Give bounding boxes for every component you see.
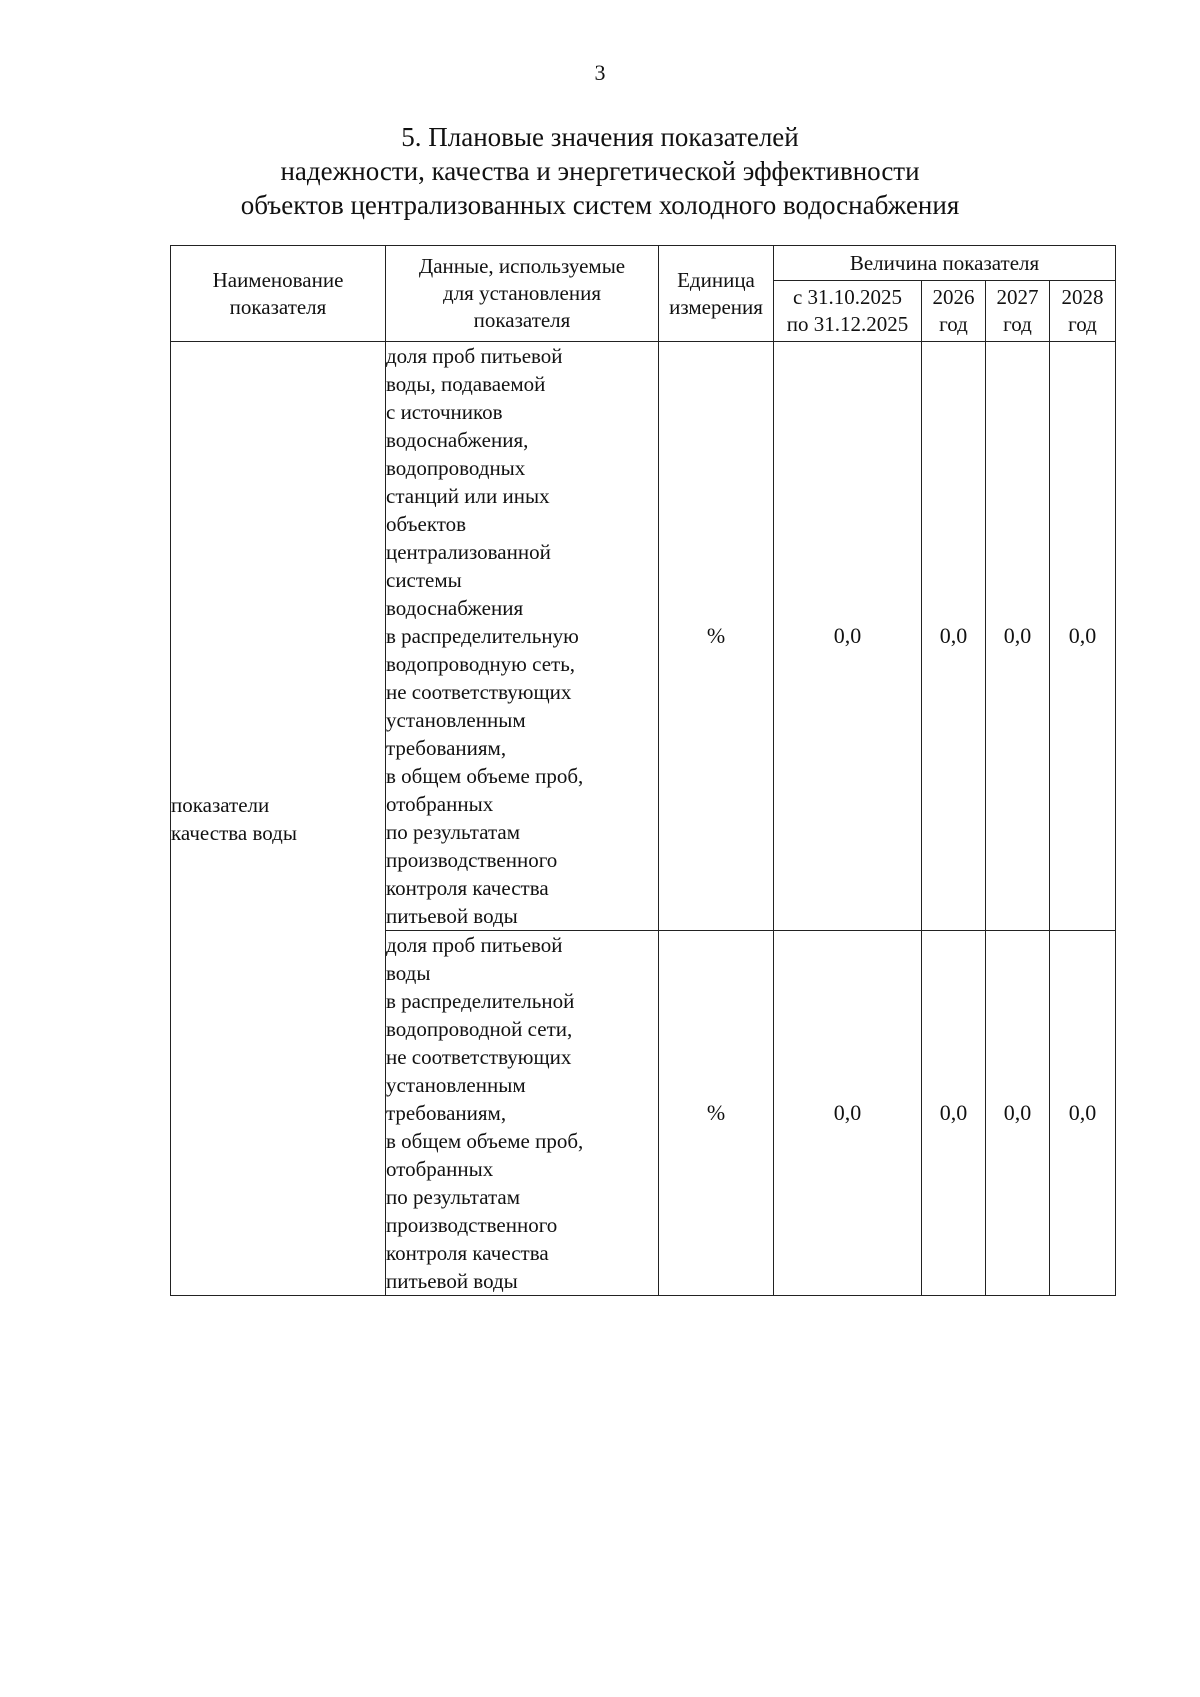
header-period-2028: 2028 год (1050, 281, 1116, 342)
header-period-2025: с 31.10.2025 по 31.12.2025 (774, 281, 922, 342)
header-unit: Единица измерения (659, 246, 774, 342)
value-cell-2026: 0,0 (922, 931, 986, 1296)
header-period-2026: 2026 год (922, 281, 986, 342)
title-line: объектов централизованных систем холодного водоснабжения (240, 190, 960, 220)
title-line: 5. Плановые значения показателей (401, 122, 799, 152)
unit-cell: % (659, 931, 774, 1296)
indicators-table (170, 245, 1116, 1296)
page-number: 3 (594, 60, 606, 85)
header-source-data: Данные, используемые для установления показателя (386, 246, 659, 342)
value-cell-2028: 0,0 (1050, 931, 1116, 1296)
indicator-group-name: показатели качества воды (171, 342, 386, 1296)
value-cell-2025: 0,0 (774, 342, 922, 931)
value-cell-2028: 0,0 (1050, 342, 1116, 931)
source-data-cell: доля проб питьевой воды, подаваемой с источников водоснабжения, водопроводных станций или иных объектов централизованной системы водоснабжения в распределительную водопроводную сеть, не соответствующих установленным требованиям, в общем объеме проб, отобранных по результатам производственного контроля качества питьевой воды (386, 342, 659, 931)
title-line: надежности, качества и энергетической эффективности (280, 156, 920, 186)
value-cell-2027: 0,0 (986, 342, 1050, 931)
value-cell-2026: 0,0 (922, 342, 986, 931)
header-indicator-name: Наименование показателя (171, 246, 386, 342)
source-data-cell: доля проб питьевой воды в распределительной водопроводной сети, не соответствующих установленным требованиям, в общем объеме проб, отобранных по результатам производственного контроля качества питьевой воды (386, 931, 659, 1296)
section-title (0, 120, 1200, 222)
unit-cell: % (659, 342, 774, 931)
value-cell-2025: 0,0 (774, 931, 922, 1296)
header-period-2027: 2027 год (986, 281, 1050, 342)
header-value-group: Величина показателя (774, 246, 1116, 281)
table-row (171, 342, 1116, 931)
value-cell-2027: 0,0 (986, 931, 1050, 1296)
